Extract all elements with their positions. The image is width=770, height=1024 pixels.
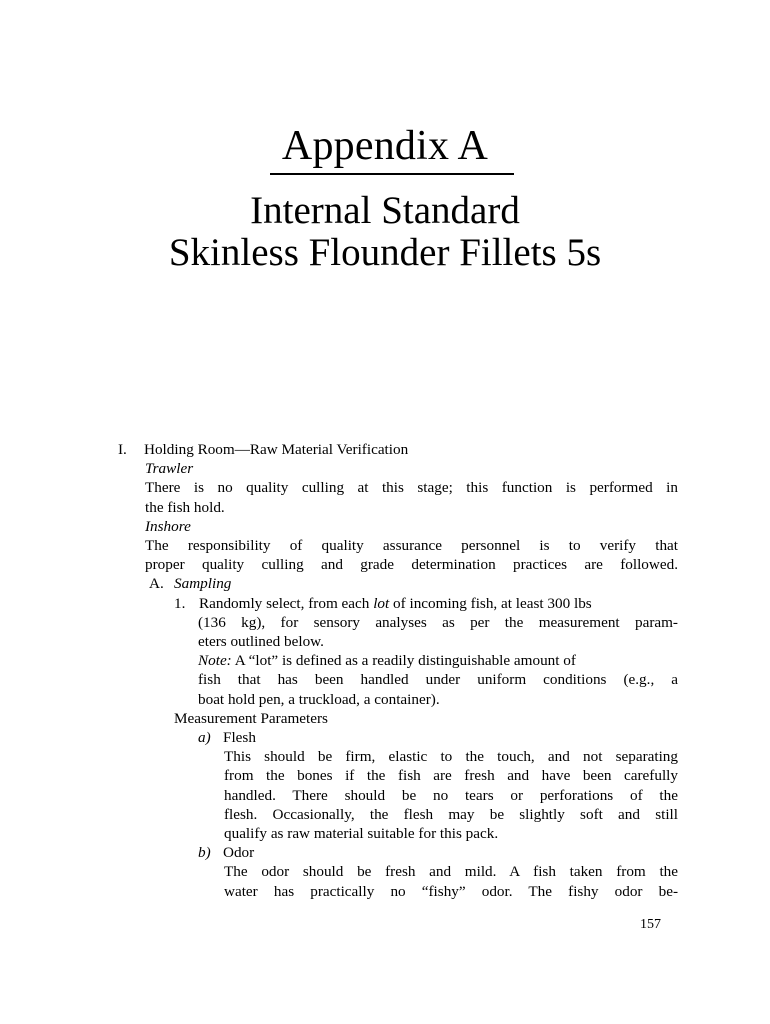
- appendix-title: Appendix A: [281, 123, 489, 169]
- inshore-text-line-1: The responsibility of quality assurance personnel is to verify that: [145, 537, 678, 555]
- item-1-note-line-2: fish that has been handled under uniform conditions (e.g., a: [198, 671, 678, 689]
- subsection-a-label: A.: [149, 575, 164, 593]
- subsection-a-heading: [118, 574, 678, 593]
- item-1-text-lot: lot: [373, 594, 390, 612]
- param-b-line-1: The odor should be fresh and mild. A fish taken from the: [224, 863, 678, 881]
- param-a-label: a): [198, 729, 211, 747]
- inshore-text-line-2: proper quality culling and grade determination practices are followed.: [145, 556, 678, 574]
- item-1-note-line-1: [118, 651, 678, 670]
- document-title: [0, 190, 770, 274]
- title-rule: [270, 173, 514, 175]
- document-title-line-2: Skinless Flounder Fillets 5s: [168, 231, 602, 274]
- page-number: 157: [640, 917, 661, 932]
- trawler-text-line-1: There is no quality culling at this stage; this function is performed in: [145, 479, 678, 497]
- param-a-line-5: qualify as raw material suitable for this pack.: [224, 825, 499, 843]
- param-b-heading: [118, 843, 678, 862]
- trawler-label: Trawler: [145, 460, 194, 478]
- item-1-text-post: of incoming fish, at least 300 lbs: [389, 594, 592, 612]
- param-b-label: b): [198, 844, 211, 862]
- section-heading: [118, 440, 678, 459]
- param-a-line-2: from the bones if the fish are fresh and have been carefully: [224, 767, 678, 785]
- item-1-line-2: (136 kg), for sensory analyses as per the measurement param-: [198, 613, 678, 631]
- measurement-heading: Measurement Parameters: [174, 709, 328, 727]
- section-heading-text: Holding Room—Raw Material Verification: [144, 441, 409, 458]
- item-1-number: 1.: [174, 594, 186, 612]
- param-b-title: Odor: [223, 844, 255, 862]
- note-text-1: A “lot” is defined as a readily distinguishable amount of: [231, 652, 576, 670]
- item-1-line-3: eters outlined below.: [198, 633, 324, 651]
- body-text: [118, 440, 678, 901]
- param-a-heading: [118, 728, 678, 747]
- item-1-line-1: [118, 594, 678, 613]
- param-a-line-1: This should be firm, elastic to the touch, and not separating: [224, 748, 678, 766]
- note-label: Note:: [198, 652, 232, 670]
- item-1-note-line-3: boat hold pen, a truckload, a container).: [198, 690, 440, 708]
- trawler-text-line-2: the fish hold.: [145, 498, 225, 516]
- item-1-text-pre: Randomly select, from each: [199, 594, 374, 612]
- param-a-title: Flesh: [223, 729, 256, 747]
- document-title-line-1: Internal Standard: [250, 189, 520, 232]
- param-a-line-4: flesh. Occasionally, the flesh may be slightly soft and still: [224, 805, 678, 823]
- param-a-line-3: handled. There should be no tears or perforations of the: [224, 786, 678, 804]
- param-b-line-2: water has practically no “fishy” odor. The fishy odor be-: [224, 882, 678, 900]
- section-number: I.: [118, 441, 127, 458]
- subsection-a-title: Sampling: [174, 575, 232, 593]
- inshore-label: Inshore: [145, 517, 191, 535]
